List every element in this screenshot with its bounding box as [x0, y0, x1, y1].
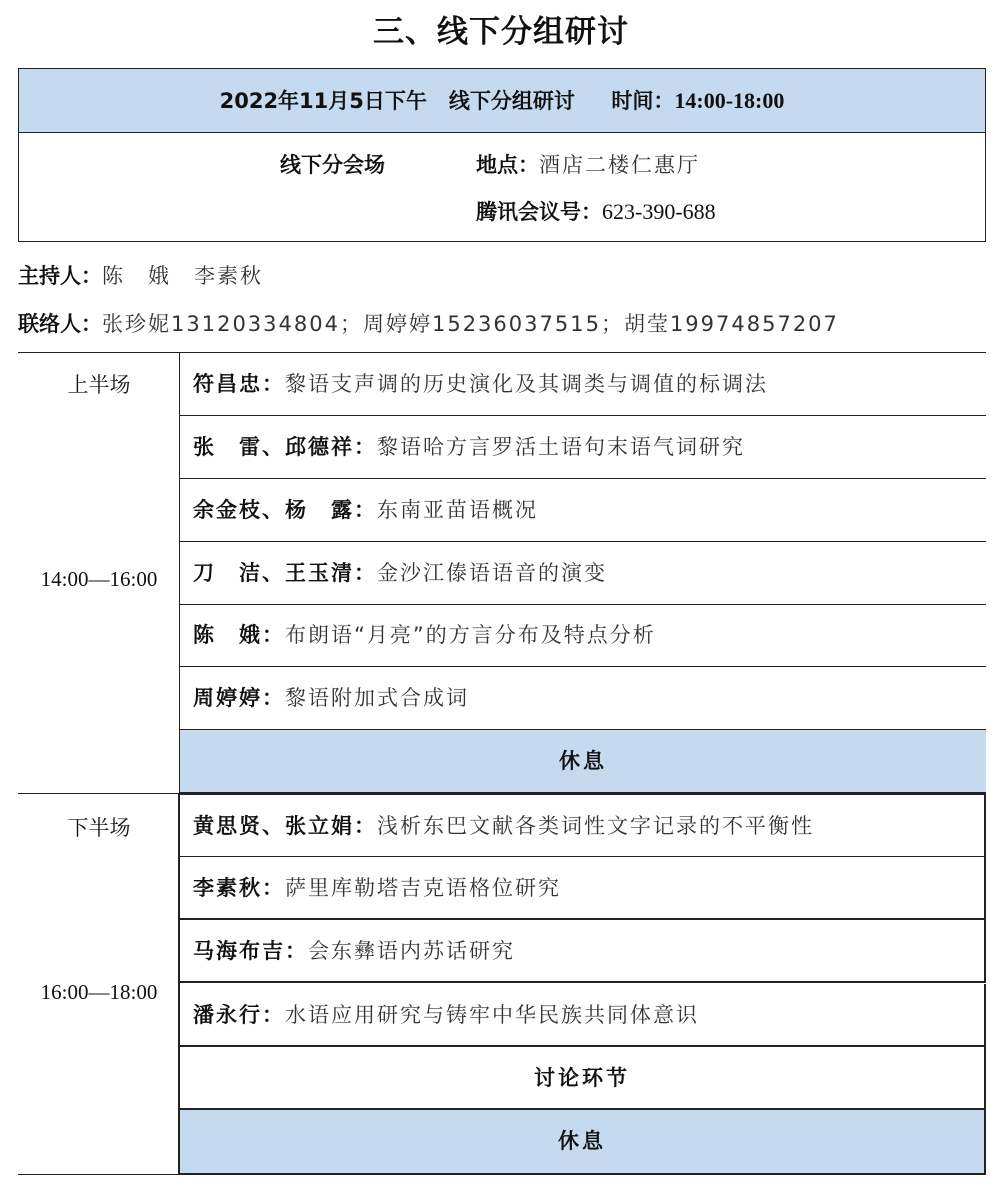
venue-name: 线下分会场 [280, 153, 385, 177]
talk-topic: 水语应用研究与铸牢中华民族共同体意识 [285, 1003, 699, 1027]
meeting-id[interactable]: 623-390-688 [602, 199, 716, 224]
contacts-block [18, 242, 986, 353]
location-label: 地点： [476, 153, 539, 177]
liaison-line [18, 308, 839, 338]
first-half-time: 14:00—16:00 [40, 567, 158, 591]
section-title: 三、线下分组研讨 [373, 14, 629, 50]
location-value: 酒店二楼仁惠厅 [539, 153, 700, 177]
talk-speaker: 周婷婷： [193, 686, 285, 710]
talk-row [180, 793, 986, 857]
talk-speaker: 陈 娥： [193, 623, 285, 647]
second-half-time-cell [18, 793, 180, 1175]
talk-row [180, 416, 986, 479]
talk-speaker: 马海布吉： [193, 939, 308, 963]
venue-location [476, 149, 700, 179]
break-label: 休息 [559, 749, 607, 773]
header-date: 2022年11月5日下午 [219, 89, 427, 113]
talk-topic: 黎语支声调的历史演化及其调类与调值的标调法 [285, 372, 768, 396]
second-half-label: 下半场 [67, 816, 131, 840]
host-line [18, 260, 263, 290]
liaison-label: 联络人： [18, 312, 102, 336]
discussion-label: 讨论环节 [534, 1066, 630, 1090]
talk-topic: 黎语附加式合成词 [285, 686, 469, 710]
talk-speaker: 符昌忠： [193, 372, 285, 396]
meeting-label: 腾讯会议号： [476, 200, 602, 224]
talk-topic: 东南亚苗语概况 [377, 498, 538, 522]
talk-speaker: 李素秋： [193, 876, 285, 900]
venue-meeting [476, 196, 716, 226]
talk-topic: 会东彝语内苏话研究 [308, 939, 515, 963]
header-event: 线下分组研讨 [448, 89, 575, 113]
talk-speaker: 张 雷、邱德祥： [193, 435, 377, 459]
talk-row [180, 667, 986, 730]
break-label: 休息 [558, 1129, 606, 1153]
talk-speaker: 黄思贤、张立娟： [193, 814, 377, 838]
schedule-header [18, 68, 986, 133]
talk-row [180, 542, 986, 605]
talk-speaker: 潘永行： [193, 1003, 285, 1027]
talk-topic: 金沙江傣语语音的演变 [377, 561, 607, 585]
host-value: 陈 娥 李素秋 [102, 264, 263, 288]
table-bottom-rule [18, 1174, 180, 1175]
talk-speaker: 余金枝、杨 露： [193, 498, 377, 522]
header-time-value: 14:00-18:00 [674, 88, 785, 113]
talk-row [180, 857, 986, 920]
talk-row [180, 479, 986, 542]
talk-topic: 黎语哈方言罗活土语句末语气词研究 [377, 435, 745, 459]
break-row-first [180, 730, 986, 793]
venue-block [18, 133, 986, 242]
liaison-value: 张珍妮13120334804；周婷婷15236037515；胡莹19974857207 [102, 312, 839, 336]
first-half-time-cell [18, 353, 180, 793]
break-row-second [180, 1110, 986, 1175]
talk-row [180, 984, 986, 1047]
second-half-time: 16:00—18:00 [40, 980, 158, 1004]
talk-row [180, 353, 986, 416]
first-half-label: 上半场 [67, 373, 131, 397]
talk-topic: 浅析东巴文献各类词性文字记录的不平衡性 [377, 814, 814, 838]
host-label: 主持人： [18, 264, 102, 288]
talk-row [180, 604, 986, 667]
discussion-row [180, 1047, 986, 1110]
talk-row [180, 920, 986, 983]
talk-topic: 萨里库勒塔吉克语格位研究 [285, 876, 561, 900]
talk-topic: 布朗语“月亮”的方言分布及特点分析 [285, 623, 656, 647]
header-time-label: 时间： [611, 89, 675, 113]
talk-speaker: 刀 洁、王玉清： [193, 561, 377, 585]
